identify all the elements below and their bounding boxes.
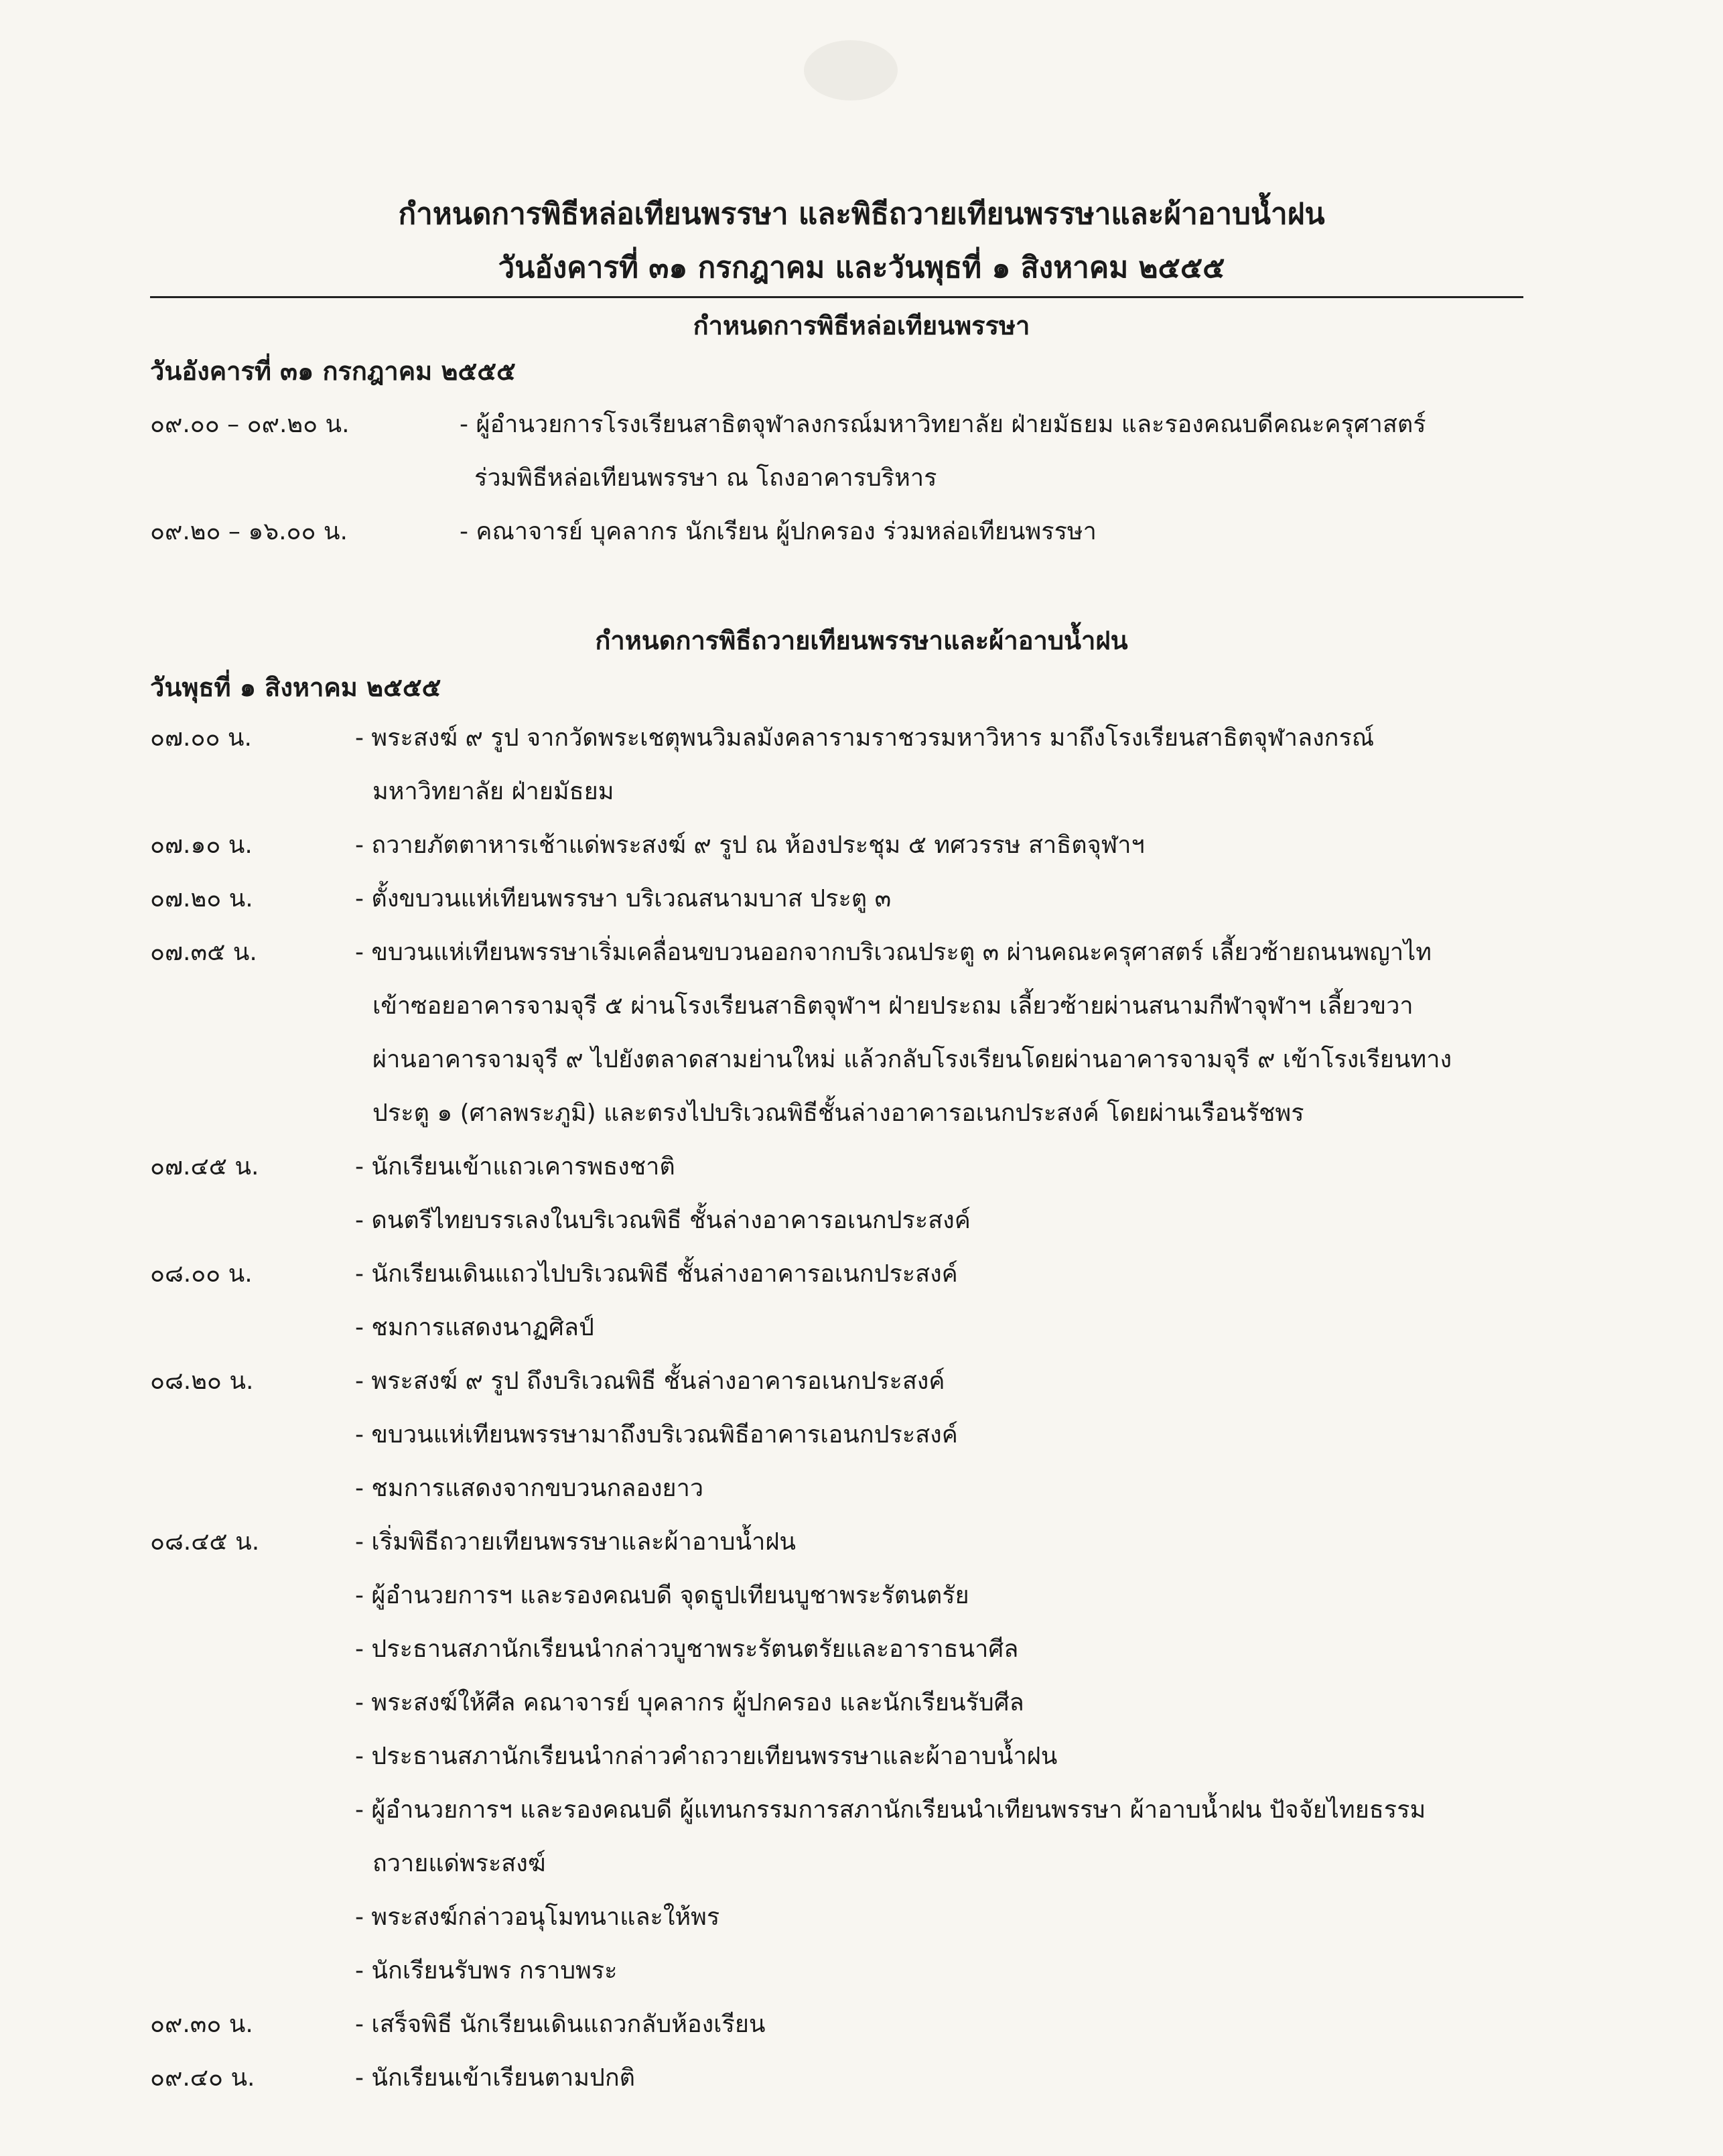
schedule-time: ๐๗.๐๐ น. xyxy=(150,724,252,752)
section2-title: กำหนดการพิธีถวายเทียนพรรษาและผ้าอาบน้ำฝน xyxy=(595,626,1128,655)
schedule-time: ๐๙.๔๐ น. xyxy=(150,2064,255,2092)
schedule-time: ๐๘.๒๐ น. xyxy=(150,1367,254,1395)
schedule-line: - ถวายภัตตาหารเช้าแด่พระสงฆ์ ๙ รูป ณ ห้องประชุม ๕ ทศวรรษ สาธิตจุฬาฯ xyxy=(355,831,1145,859)
schedule-line: - พระสงฆ์กล่าวอนุโมทนาและให้พร xyxy=(355,1903,720,1931)
schedule-line: - พระสงฆ์ ๙ รูป ถึงบริเวณพิธี ชั้นล่างอาคารอเนกประสงค์ xyxy=(355,1367,945,1395)
schedule-line: มหาวิทยาลัย ฝ่ายมัธยม xyxy=(372,778,614,805)
schedule-line: - ประธานสภานักเรียนนำกล่าวบูชาพระรัตนตรัยและอาราธนาศีล xyxy=(355,1635,1019,1663)
schedule-line: - นักเรียนเข้าเรียนตามปกติ xyxy=(355,2064,636,2092)
schedule-time: ๐๙.๐๐ – ๐๙.๒๐ น. xyxy=(150,411,350,438)
schedule-line: - นักเรียนเข้าแถวเคารพธงชาติ xyxy=(355,1153,675,1181)
schedule-time: ๐๘.๐๐ น. xyxy=(150,1260,253,1288)
document-title-line2: วันอังคารที่ ๓๑ กรกฎาคม และวันพุธที่ ๑ สิงหาคม ๒๕๕๕ xyxy=(498,251,1225,285)
schedule-line: - ดนตรีไทยบรรเลงในบริเวณพิธี ชั้นล่างอาคารอเนกประสงค์ xyxy=(355,1207,971,1234)
schedule-line: - ขบวนแห่เทียนพรรษาเริ่มเคลื่อนขบวนออกจากบริเวณประตู ๓ ผ่านคณะครุศาสตร์ เลี้ยวซ้ายถนนพญาไท xyxy=(355,939,1432,966)
section1-day-heading: วันอังคารที่ ๓๑ กรกฎาคม ๒๕๕๕ xyxy=(150,356,516,386)
schedule-line: ประตู ๑ (ศาลพระภูมิ) และตรงไปบริเวณพิธีชั้นล่างอาคารอเนกประสงค์ โดยผ่านเรือนรัชพร xyxy=(372,1099,1304,1127)
schedule-line: - ตั้งขบวนแห่เทียนพรรษา บริเวณสนามบาส ประตู ๓ xyxy=(355,885,892,913)
schedule-line: - ขบวนแห่เทียนพรรษามาถึงบริเวณพิธีอาคารเอนกประสงค์ xyxy=(355,1421,958,1448)
schedule-line: เข้าซอยอาคารจามจุรี ๕ ผ่านโรงเรียนสาธิตจุฬาฯ ฝ่ายประถม เลี้ยวซ้ายผ่านสนามกีฬาจุฬาฯ เลี้ยวขวา xyxy=(372,992,1414,1020)
schedule-line: - ผู้อำนวยการฯ และรองคณบดี จุดธูปเทียนบูชาพระรัตนตรัย xyxy=(355,1582,969,1609)
schedule-time: ๐๗.๒๐ น. xyxy=(150,885,253,913)
schedule-line: - นักเรียนเดินแถวไปบริเวณพิธี ชั้นล่างอาคารอเนกประสงค์ xyxy=(355,1260,958,1288)
schedule-line: - ผู้อำนวยการฯ และรองคณบดี ผู้แทนกรรมการสภานักเรียนนำเทียนพรรษา ผ้าอาบน้ำฝน ปัจจัยไทยธรรม xyxy=(355,1796,1426,1824)
schedule-time: ๐๙.๓๐ น. xyxy=(150,2011,253,2038)
schedule-line: ผ่านอาคารจามจุรี ๙ ไปยังตลาดสามย่านใหม่ แล้วกลับโรงเรียนโดยผ่านอาคารจามจุรี ๙ เข้าโรงเรียนทาง xyxy=(372,1046,1452,1073)
title-divider xyxy=(150,296,1523,298)
schedule-line: - พระสงฆ์ให้ศีล คณาจารย์ บุคลากร ผู้ปกครอง และนักเรียนรับศีล xyxy=(355,1689,1024,1716)
schedule-line: - พระสงฆ์ ๙ รูป จากวัดพระเชตุพนวิมลมังคลารามราชวรมหาวิหาร มาถึงโรงเรียนสาธิตจุฬาลงกรณ์ xyxy=(355,724,1375,752)
schedule-line: - เสร็จพิธี นักเรียนเดินแถวกลับห้องเรียน xyxy=(355,2011,766,2038)
paper-stain xyxy=(804,40,898,100)
schedule-time: ๐๙.๒๐ – ๑๖.๐๐ น. xyxy=(150,518,348,545)
schedule-line: - ประธานสภานักเรียนนำกล่าวคำถวายเทียนพรรษาและผ้าอาบน้ำฝน xyxy=(355,1743,1058,1770)
schedule-line: - เริ่มพิธีถวายเทียนพรรษาและผ้าอาบน้ำฝน xyxy=(355,1528,797,1556)
schedule-time: ๐๗.๓๕ น. xyxy=(150,939,257,966)
schedule-line: - ชมการแสดงจากขบวนกลองยาว xyxy=(355,1475,704,1502)
schedule-time: ๐๗.๑๐ น. xyxy=(150,831,253,859)
section2-day-heading: วันพุธที่ ๑ สิงหาคม ๒๕๕๕ xyxy=(150,673,441,702)
document-title-line1: กำหนดการพิธีหล่อเทียนพรรษา และพิธีถวายเทียนพรรษาและผ้าอาบน้ำฝน xyxy=(398,197,1325,231)
schedule-time: ๐๘.๔๕ น. xyxy=(150,1528,260,1556)
schedule-line: - ชมการแสดงนาฏศิลป์ xyxy=(355,1314,594,1341)
schedule-line: ร่วมพิธีหล่อเทียนพรรษา ณ โถงอาคารบริหาร xyxy=(474,464,937,492)
section1-title: กำหนดการพิธีหล่อเทียนพรรษา xyxy=(693,311,1030,340)
schedule-line: - นักเรียนรับพร กราบพระ xyxy=(355,1957,618,1984)
schedule-line: - คณาจารย์ บุคลากร นักเรียน ผู้ปกครอง ร่วมหล่อเทียนพรรษา xyxy=(460,518,1097,545)
schedule-line: ถวายแด่พระสงฆ์ xyxy=(372,1850,546,1877)
schedule-line: - ผู้อำนวยการโรงเรียนสาธิตจุฬาลงกรณ์มหาวิทยาลัย ฝ่ายมัธยม และรองคณบดีคณะครุศาสตร์ xyxy=(460,411,1426,438)
schedule-time: ๐๗.๔๕ น. xyxy=(150,1153,259,1181)
